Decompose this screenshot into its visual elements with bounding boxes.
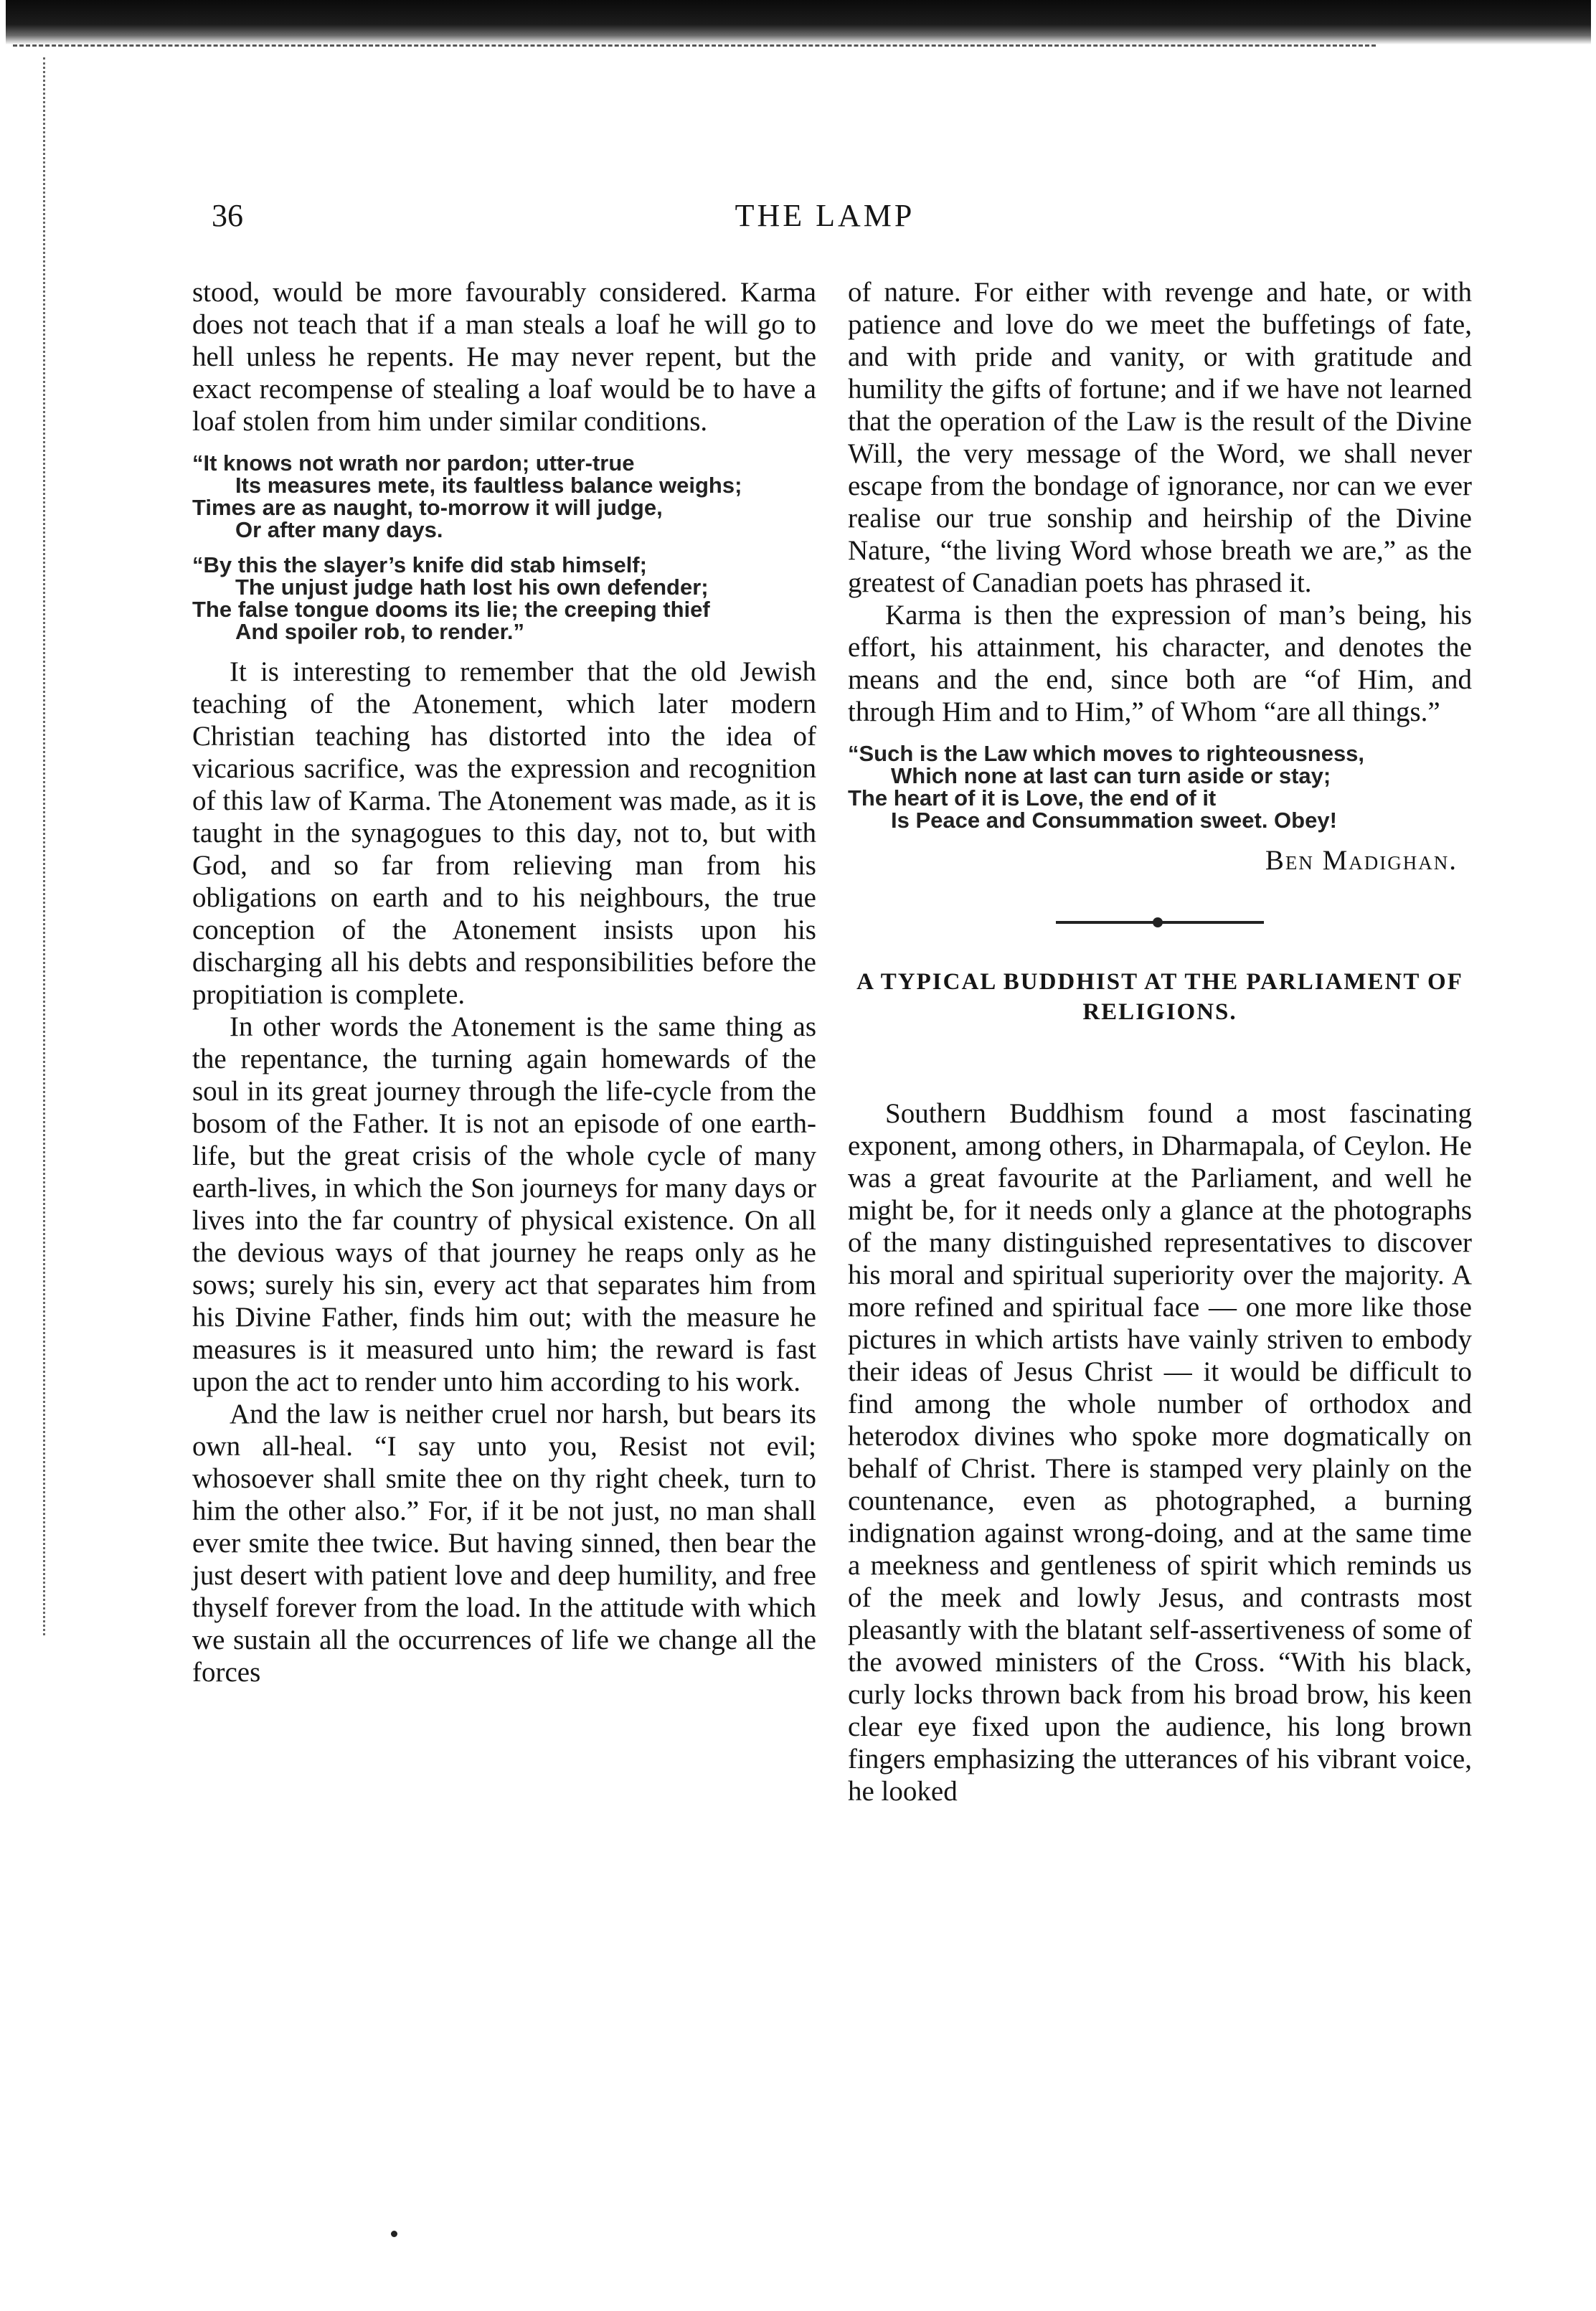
verse-line: The false tongue dooms its lie; the creeping thief bbox=[192, 597, 710, 622]
paragraph: Southern Buddhism found a most fascinating exponent, among others, in Dharmapala, of Ceylon. He was a great favourite at the Parliament, and well he might be, for it needs only a glance at the photographs of the many distinguished representatives to discover his moral and spiritual superiority over the majority. A more refined and spiritual face — one more like those pictures in which artists have vainly striven to embody their ideas of Jesus Christ — it would be difficult to find among the whole number of orthodox and heterodox divines who spoke more dogmatically on behalf of Christ. There is stamped very plainly on the countenance, even as photographed, a burning indignation against wrong-doing, and at the same time a meekness and gentleness of spirit which reminds us of the meek and lowly Jesus, and contrasts most pleasantly with the blatant self-assertiveness of some of the avowed ministers of the Cross. “With his black, curly locks thrown back from his broad brow, his keen clear eye fixed upon the audience, his long brown fingers emphasizing the utterances of his vibrant voice, he looked bbox=[848, 1098, 1472, 1807]
running-title: THE LAMP bbox=[735, 198, 915, 233]
verse-line: Its measures mete, its faultless balance weighs; bbox=[235, 473, 742, 498]
left-column bbox=[192, 276, 816, 1688]
verse-line: Is Peace and Consummation sweet. Obey! bbox=[891, 808, 1337, 833]
paragraph: stood, would be more favourably considered. Karma does not teach that if a man steals a loaf he will go to hell unless he repents. He may never repent, but the exact recompense of stealing a loaf would be to have a loaf stolen from him under similar conditions. bbox=[192, 277, 816, 437]
scan-speck bbox=[391, 2231, 397, 2237]
page-header bbox=[201, 197, 1449, 240]
section-divider bbox=[1056, 921, 1264, 924]
verse-stanza bbox=[192, 554, 816, 643]
verse-line: The unjust judge hath lost his own defender; bbox=[235, 575, 709, 600]
verse-line: “By this the slayer’s knife did stab himself; bbox=[192, 552, 647, 577]
paragraph: In other words the Atonement is the same thing as the repentance, the turning again homewards of the soul in its great journey through the life-cycle from the bosom of the Father. It is not an episode of one earth-life, but the great crisis of the whole cycle of many earth-lives, in which the Son journeys for many days or lives into the far country of physical existence. On all the devious ways of that journey he reaps only as he sows; surely his sin, every act that separates him from his Divine Father, finds him out; with the measure he measures is it measured unto him; the reward is fast upon the act to render unto him according to his work. bbox=[192, 1011, 816, 1397]
paragraph: And the law is neither cruel nor harsh, but bears its own all-heal. “I say unto you, Resist not evil; whosoever shall smite thee on thy right cheek, turn to him the other also.” For, if it be not just, no man shall ever smite thee twice. But having sinned, then bear the just desert with patient love and deep humility, and free thyself forever from the load. In the attitude with which we sustain all the occurrences of life we change all the forces bbox=[192, 1399, 816, 1688]
verse-line: And spoiler rob, to render.” bbox=[235, 619, 525, 644]
verse-line: Times are as naught, to-morrow it will judge, bbox=[192, 495, 663, 520]
verse-line: “It knows not wrath nor pardon; utter-true bbox=[192, 450, 635, 476]
paragraph: of nature. For either with revenge and hate, or with patience and love do we meet the buffetings of fate, and with pride and vanity, or with gratitude and humility the gifts of fortune; and if we have not learned that the operation of the Law is the result of the Divine Will, the very message of the Word, we shall never escape from the bondage of ignorance, nor can we ever realise our true sonship and heirship of the Divine Nature, “the living Word whose breath we are,” as the greatest of Canadian poets has phrased it. bbox=[848, 277, 1472, 598]
paragraph: Karma is then the expression of man’s being, his effort, his attainment, his character, and denotes the means and the end, since both are “of Him, and through Him and to Him,” of Whom “are all things.” bbox=[848, 600, 1472, 727]
verse-quote bbox=[848, 742, 1472, 831]
page-number: 36 bbox=[212, 198, 243, 233]
scan-edge-rule bbox=[13, 44, 1376, 54]
paragraph: It is interesting to remember that the old Jewish teaching of the Atonement, which later modern Christian teaching has distorted into the idea of vicarious sacrifice, was the expression and recognition of this law of Karma. The Atonement was made, as it is taught in the synagogues to this day, not to, but with God, and so far from relieving man from his obligations on earth and to his neighbours, the true conception of the Atonement insists upon his discharging all his debts and responsibilities before the propitiation is complete. bbox=[192, 656, 816, 1010]
article-title: A TYPICAL BUDDHIST AT THE PARLIAMENT OF RELIGIONS. bbox=[856, 969, 1463, 1025]
scan-edge-top bbox=[6, 0, 1591, 44]
scan-margin-marks bbox=[43, 57, 60, 1635]
verse-line: “Such is the Law which moves to righteousness, bbox=[848, 741, 1365, 766]
verse-line: Which none at last can turn aside or stay; bbox=[891, 763, 1331, 788]
verse-line: The heart of it is Love, the end of it bbox=[848, 785, 1217, 810]
verse-quote bbox=[192, 452, 816, 643]
verse-line: Or after many days. bbox=[235, 517, 443, 542]
author-signature: Ben Madighan. bbox=[1265, 845, 1458, 876]
verse-stanza bbox=[192, 452, 816, 541]
right-column bbox=[848, 276, 1472, 1807]
